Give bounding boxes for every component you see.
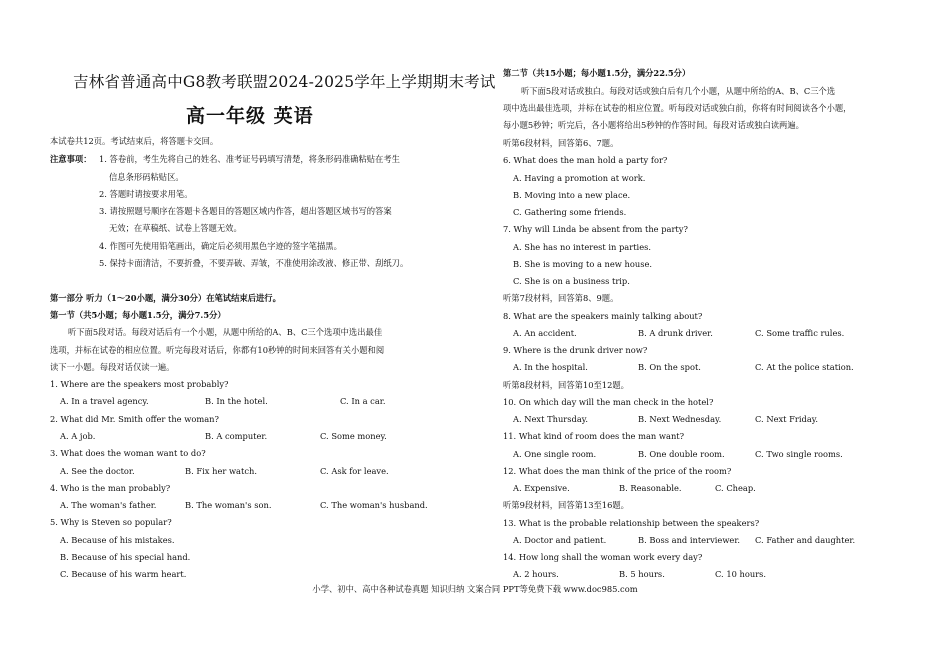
answer-option: B. The woman's son. bbox=[185, 500, 272, 511]
question-text: 8. What are the speakers mainly talking about? bbox=[503, 310, 703, 321]
answer-option: C. 10 hours. bbox=[715, 569, 767, 580]
question-text: 11. What kind of room does the man want? bbox=[503, 431, 685, 442]
answer-option: C. The woman's husband. bbox=[320, 500, 428, 511]
question-text: 7. Why will Linda be absent from the party? bbox=[503, 224, 688, 235]
answer-option: C. Some money. bbox=[320, 430, 387, 441]
answer-option: B. Boss and interviewer. bbox=[638, 534, 741, 545]
answer-option: B. Next Wednesday. bbox=[638, 414, 722, 424]
instruction-item: 2. 答题时请按要求用笔。 bbox=[99, 189, 193, 199]
answer-option: A. See the doctor. bbox=[60, 465, 135, 476]
answer-option: A. Having a promotion at work. bbox=[513, 172, 646, 183]
question-text: 5. Why is Steven so popular? bbox=[50, 517, 172, 528]
question-text: 14. How long shall the woman work every day? bbox=[503, 552, 703, 562]
question-text: 10. On which day will the man check in the hotel? bbox=[503, 396, 714, 407]
answer-option: C. Gathering some friends. bbox=[513, 207, 627, 217]
answer-option: B. In the hotel. bbox=[205, 396, 268, 407]
answer-option: B. One double room. bbox=[638, 448, 725, 459]
answer-option: B. 5 hours. bbox=[619, 569, 665, 580]
answer-option: C. Cheap. bbox=[715, 483, 756, 493]
answer-option: C. Two single rooms. bbox=[755, 448, 843, 459]
exam-subtitle: 高一年级 英语 bbox=[186, 105, 314, 127]
instruction-item: 1. 答卷前，考生先将自己的姓名、准考证号码填写清楚，将条形码准确粘贴在考生 bbox=[99, 154, 400, 164]
answer-option: B. She is moving to a new house. bbox=[513, 258, 653, 269]
instruction-item: 5. 保持卡面清洁，不要折叠，不要弄破、弄皱，不准使用涂改液、修正带、刮纸刀。 bbox=[99, 258, 409, 268]
answer-option: B. Because of his special hand. bbox=[60, 552, 191, 562]
answer-option: A. Next Thursday. bbox=[513, 414, 589, 424]
question-text: 2. What did Mr. Smith offer the woman? bbox=[50, 413, 219, 424]
answer-option: C. Next Friday. bbox=[755, 414, 819, 424]
answer-option: C. Some traffic rules. bbox=[755, 327, 845, 338]
answer-option: C. Because of his warm heart. bbox=[60, 569, 187, 580]
instructions-label: 注意事项： bbox=[50, 154, 92, 164]
page-footer: 小学、初中、高中各种试卷真题 知识归纳 文案合同 PPT等免费下载 www.doc985.com bbox=[312, 584, 638, 594]
section2-directions: 听下面5段对话或独白。每段对话或独白后有几个小题，从题中所给的A、B、C三个选 bbox=[521, 86, 836, 96]
answer-option: A. An accident. bbox=[513, 327, 577, 338]
exam-title: 吉林省普通高中G8教考联盟2024-2025学年上学期期末考试 bbox=[73, 73, 496, 91]
section2-directions: 每小题5秒钟；听完后，各小题将给出5秒钟的作答时间。每段对话或独白读两遍。 bbox=[503, 120, 804, 130]
part1-heading: 第一部分 听力（1～20小题，满分30分）在笔试结束后进行。 bbox=[50, 293, 281, 303]
instructions-intro: 本试卷共12页。考试结束后，将答题卡交回。 bbox=[50, 136, 219, 146]
question-text: 听第7段材料，回答第8、9题。 bbox=[503, 293, 619, 304]
question-text: 1. Where are the speakers most probably? bbox=[50, 379, 229, 389]
question-text: 13. What is the probable relationship between the speakers? bbox=[503, 517, 760, 528]
answer-option: B. On the spot. bbox=[638, 362, 701, 373]
answer-option: A. One single room. bbox=[513, 448, 597, 459]
section1-directions: 选项，并标在试卷的相应位置。听完每段对话后，你都有10秒钟的时间来回答有关小题和阅 bbox=[50, 345, 385, 355]
instruction-item: 无效；在草稿纸、试卷上答题无效。 bbox=[109, 223, 242, 233]
question-text: 9. Where is the drunk driver now? bbox=[503, 345, 648, 355]
section1-directions: 读下一小题。每段对话仅读一遍。 bbox=[50, 362, 175, 372]
answer-option: A. Doctor and patient. bbox=[513, 534, 607, 545]
answer-option: A. A job. bbox=[60, 430, 96, 441]
answer-option: C. In a car. bbox=[340, 396, 386, 407]
section1-directions: 听下面5段对话。每段对话后有一个小题，从题中所给的A、B、C三个选项中选出最佳 bbox=[68, 327, 383, 337]
answer-option: B. Fix her watch. bbox=[185, 465, 257, 476]
question-text: 听第9段材料，回答第13至16题。 bbox=[503, 500, 629, 511]
answer-option: A. Because of his mistakes. bbox=[60, 534, 175, 545]
answer-option: A. In the hospital. bbox=[513, 362, 588, 373]
answer-option: B. Reasonable. bbox=[619, 483, 682, 493]
answer-option: B. A computer. bbox=[205, 430, 268, 441]
answer-option: A. She has no interest in parties. bbox=[513, 241, 652, 252]
answer-option: A. The woman's father. bbox=[60, 500, 157, 511]
answer-option: A. Expensive. bbox=[513, 483, 570, 493]
question-text: 6. What does the man hold a party for? bbox=[503, 155, 668, 166]
question-text: 听第8段材料，回答第10至12题。 bbox=[503, 379, 629, 390]
answer-option: C. Father and daughter. bbox=[755, 534, 856, 545]
section2-heading: 第二节（共15小题；每小题1.5分，满分22.5分） bbox=[503, 68, 691, 78]
answer-option: A. 2 hours. bbox=[513, 569, 559, 580]
answer-option: C. Ask for leave. bbox=[320, 465, 389, 476]
answer-option: C. At the police station. bbox=[755, 362, 854, 373]
question-text: 12. What does the man think of the price of the room? bbox=[503, 465, 732, 476]
answer-option: B. Moving into a new place. bbox=[513, 189, 631, 200]
question-text: 4. Who is the man probably? bbox=[50, 482, 171, 493]
answer-option: C. She is on a business trip. bbox=[513, 276, 630, 286]
section1-heading: 第一节（共5小题；每小题1.5分，满分7.5分） bbox=[50, 310, 226, 320]
section2-directions: 项中选出最佳选项，并标在试卷的相应位置。听每段对话或独白前，你将有时间阅读各个小题， bbox=[503, 103, 852, 113]
question-text: 3. What does the woman want to do? bbox=[50, 448, 206, 459]
answer-option: B. A drunk driver. bbox=[638, 327, 713, 338]
instruction-item: 信息条形码粘贴区。 bbox=[109, 172, 184, 182]
question-text: 听第6段材料，回答第6、7题。 bbox=[503, 138, 619, 148]
answer-option: A. In a travel agency. bbox=[60, 396, 149, 407]
instruction-item: 3. 请按照题号顺序在答题卡各题目的答题区域内作答，超出答题区域书写的答案 bbox=[99, 206, 392, 216]
instruction-item: 4. 作图可先使用铅笔画出，确定后必须用黑色字迹的签字笔描黑。 bbox=[99, 241, 342, 251]
